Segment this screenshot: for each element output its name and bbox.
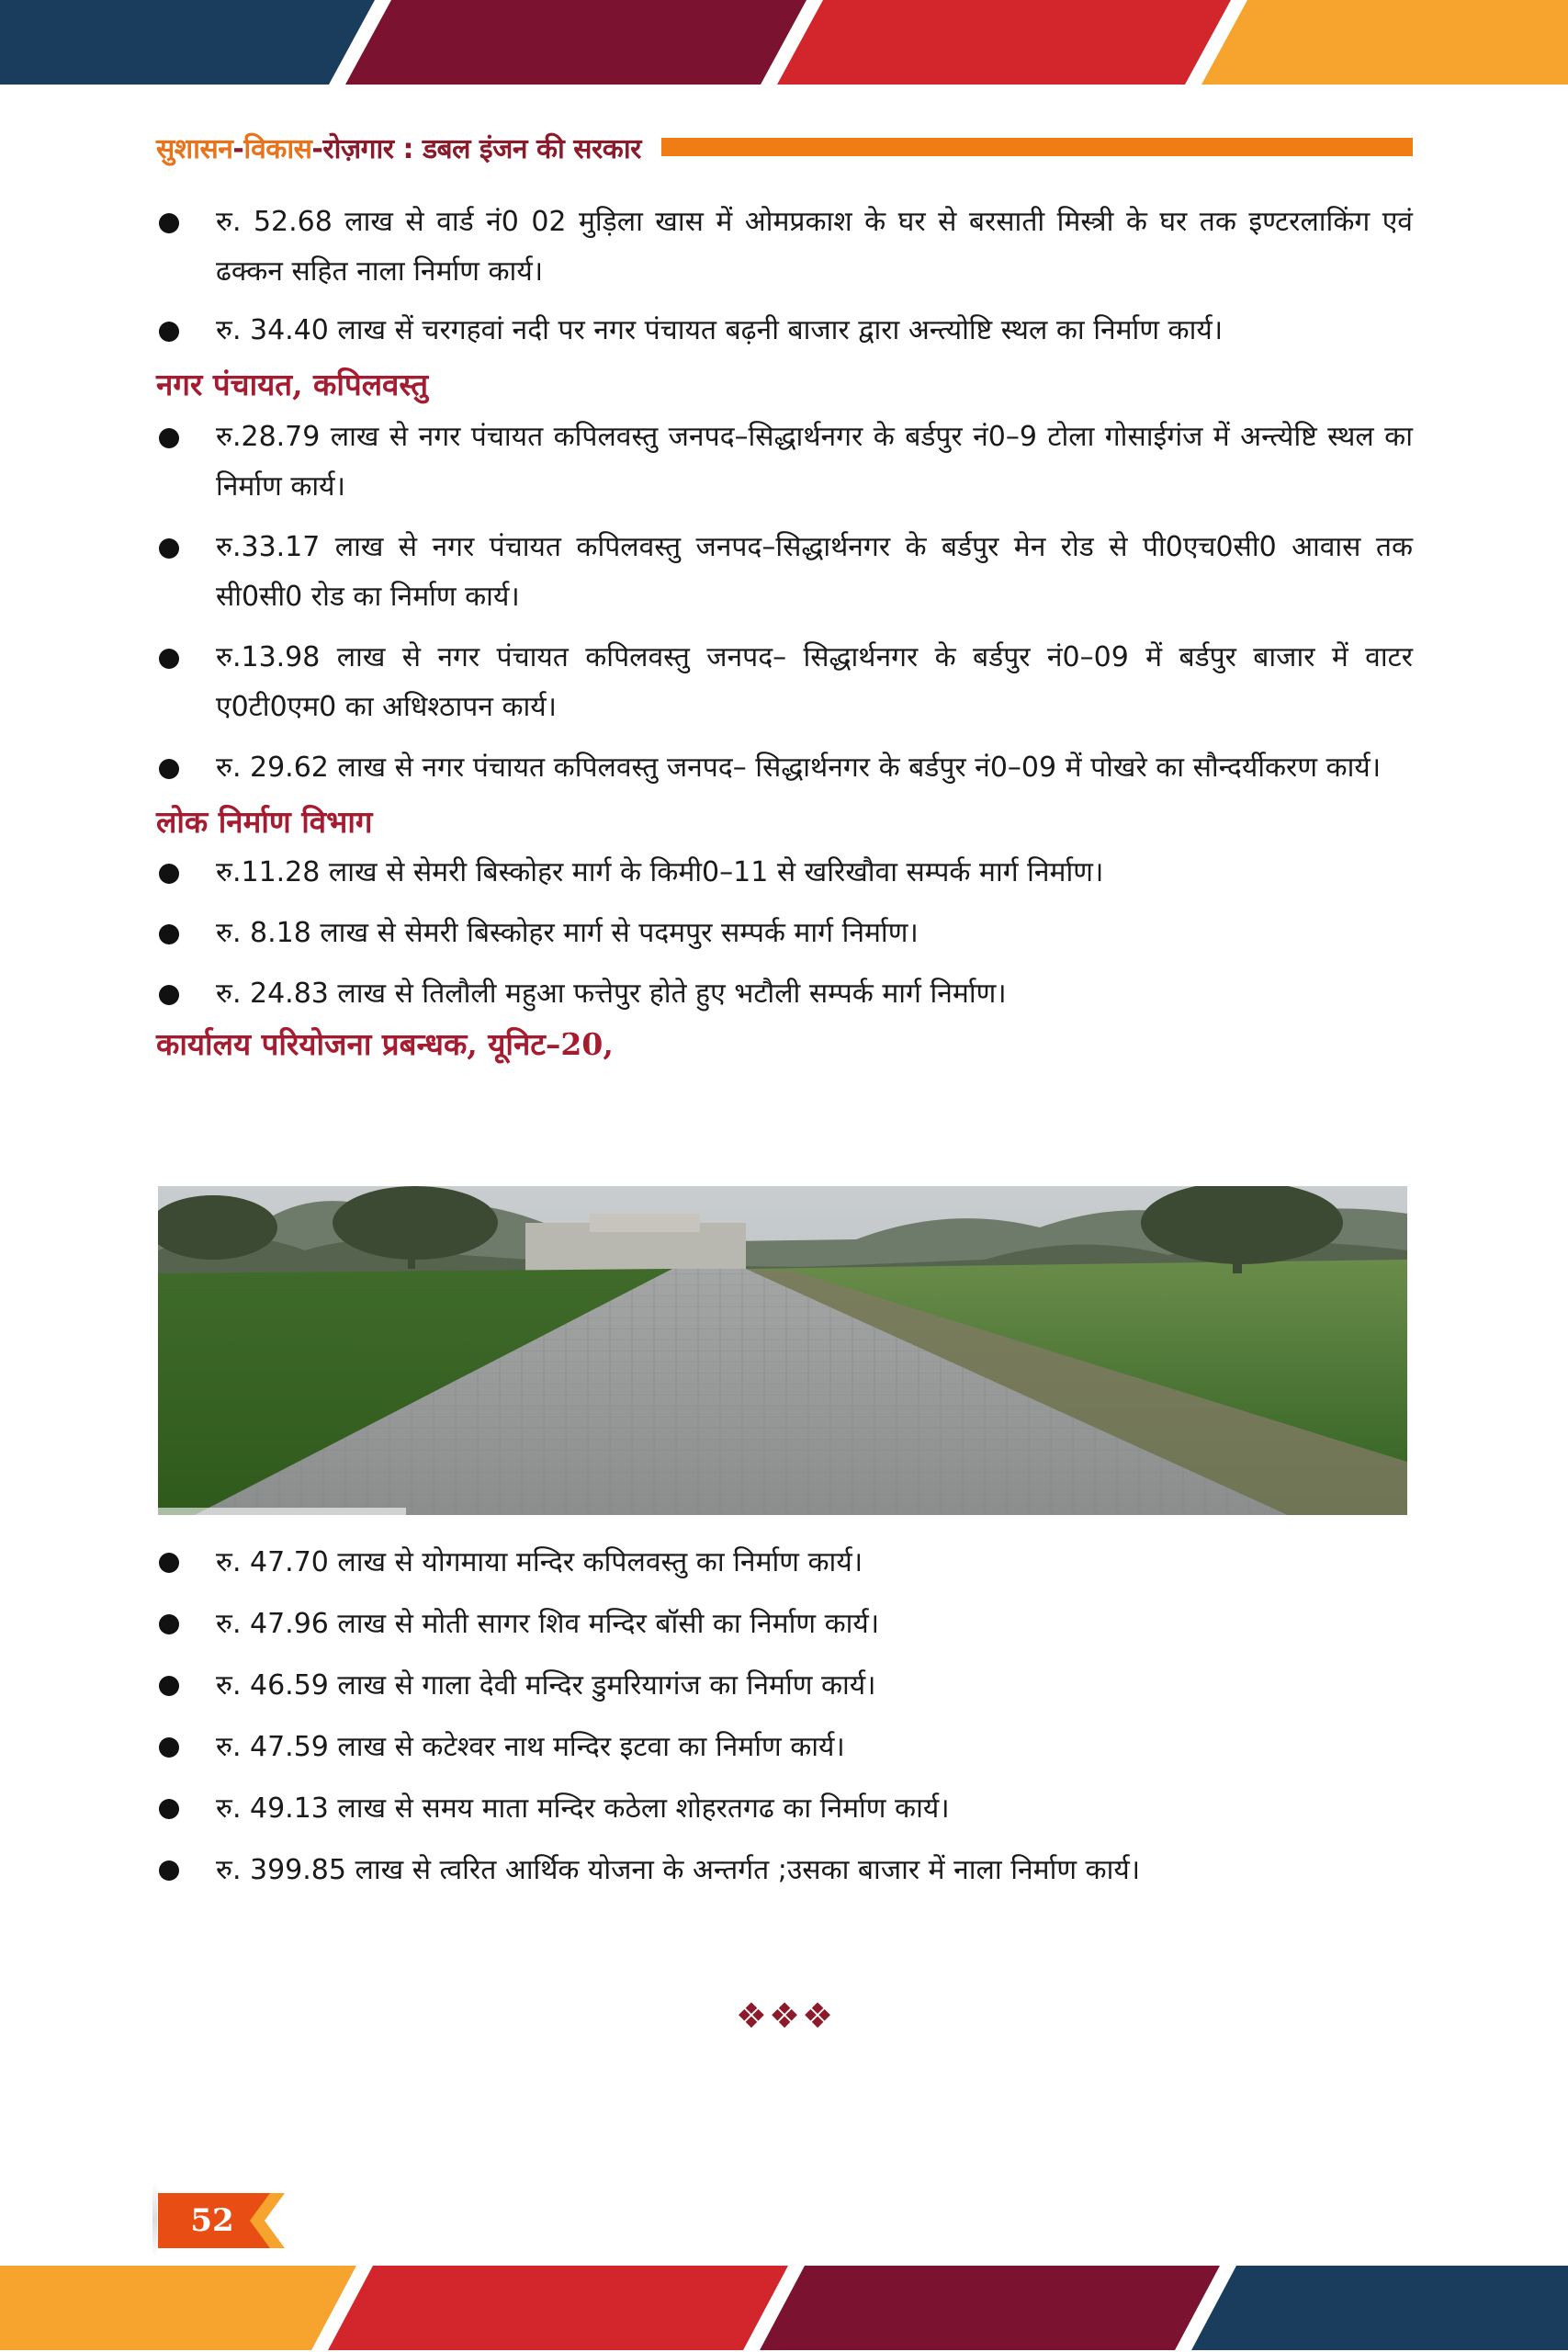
- bullet-icon: [159, 1799, 179, 1819]
- list-item-text: रु. 47.59 लाख से कटेश्वर नाथ मन्दिर इटवा का निर्माण कार्य।: [216, 1731, 845, 1763]
- list-item: [156, 969, 1413, 1019]
- list-item: [156, 848, 1413, 898]
- bullet-icon: [159, 649, 179, 669]
- kapilvastu-list: [156, 413, 1413, 793]
- list-item-text: रु.13.98 लाख से नगर पंचायत कपिलवस्तु जनपद– सिद्धार्थनगर के बर्डपुर नं0–09 में बर्डपुर बाजार में वाटर ए0टी0एम0 का अधिश्ठापन कार्य।: [216, 641, 1413, 723]
- running-header: [156, 127, 1413, 167]
- list-item: [156, 413, 1413, 512]
- list-item: [156, 1845, 1413, 1896]
- list-item-text: रु.33.17 लाख से नगर पंचायत कपिलवस्तु जनपद–सिद्धार्थनगर के बर्डपुर मेन रोड से पी0एच0सी0 आवास तक सी0सी0 रोड का निर्माण कार्य।: [216, 531, 1413, 613]
- list-item: [156, 1537, 1413, 1589]
- list-item: [156, 198, 1413, 297]
- list-item-text: रु.11.28 लाख से सेमरी बिस्कोहर मार्ग के किमी0–11 से खरिखौवा सम्पर्क मार्ग निर्माण।: [216, 856, 1104, 888]
- section-heading-pwd: लोक निर्माण विभाग: [156, 804, 373, 840]
- list-item: [156, 1660, 1413, 1712]
- list-item-text: रु. 47.70 लाख से योगमाया मन्दिर कपिलवस्तु का निर्माण कार्य।: [216, 1546, 863, 1578]
- list-item: [156, 523, 1413, 622]
- list-item-text: रु. 29.62 लाख से नगर पंचायत कपिलवस्तु जनपद– सिद्धार्थनगर के बर्डपुर नं0–09 में पोखरे का सौन्दर्यीकरण कार्य।: [216, 752, 1382, 784]
- page-number-tab: [158, 2193, 285, 2248]
- header-part-1: सुशासन: [156, 132, 233, 165]
- bullet-icon: [159, 1860, 179, 1881]
- pwd-list: [156, 848, 1413, 1019]
- list-item-text: रु. 46.59 लाख से गाला देवी मन्दिर डुमरियागंज का निर्माण कार्य।: [216, 1669, 876, 1702]
- section-heading-unit20: कार्यालय परियोजना प्रबन्धक, यूनिट–20,: [156, 1026, 614, 1062]
- bullet-icon: [159, 1737, 179, 1758]
- list-item-text: रु. 47.96 लाख से मोती सागर शिव मन्दिर बॉसी का निर्माण कार्य।: [216, 1608, 880, 1640]
- bullet-icon: [159, 985, 179, 1005]
- page-number-shadow: [152, 2182, 157, 2257]
- bullet-icon: [159, 1553, 179, 1573]
- bullet-icon: [159, 924, 179, 944]
- road-photo: [158, 1186, 1407, 1515]
- ornament-divider: ❖❖❖: [735, 1996, 836, 2036]
- bottom-decorative-band: [0, 2266, 1568, 2350]
- top-decorative-band: [0, 0, 1568, 85]
- list-item: [156, 1783, 1413, 1835]
- list-item-text: रु. 49.13 लाख से समय माता मन्दिर कठेला शोहरतगढ का निर्माण कार्य।: [216, 1792, 950, 1825]
- page-number: 52: [190, 2202, 234, 2239]
- list-item-text: रु.28.79 लाख से नगर पंचायत कपिलवस्तु जनपद–सिद्धार्थनगर के बर्डपुर नं0–9 टोला गोसाईगंज में अन्त्येष्टि स्थल का निर्माण कार्य।: [216, 421, 1413, 503]
- list-item-text: रु. 24.83 लाख से तिलौली महुआ फत्तेपुर होते हुए भटौली सम्पर्क मार्ग निर्माण।: [216, 978, 1007, 1010]
- unit20-list: [156, 1537, 1413, 1896]
- bullet-icon: [159, 864, 179, 884]
- bullet-icon: [159, 428, 179, 448]
- header-dash-1: -: [232, 132, 244, 165]
- list-item: [156, 306, 1413, 356]
- unit20-content: [156, 1537, 1413, 1906]
- list-item-text: रु. 399.85 लाख से त्वरित आर्थिक योजना के अन्तर्गत ;उसका बाजार में नाला निर्माण कार्य।: [216, 1854, 1141, 1886]
- bullet-icon: [159, 1676, 179, 1696]
- running-header-title: [156, 129, 641, 166]
- list-item: [156, 743, 1413, 793]
- header-dash-2: -: [311, 132, 323, 165]
- list-item-text: रु. 52.68 लाख से वार्ड नं0 02 मुड़िला खास में ओमप्रकाश के घर से बरसाती मिस्त्री के घर तक इण्टरलाकिंग एवं ढक्कन सहित नाला निर्माण कार्य।: [216, 206, 1413, 288]
- header-part-2: विकास: [243, 132, 312, 165]
- list-item: [156, 909, 1413, 958]
- main-content: [156, 198, 1413, 1065]
- intro-list: [156, 198, 1413, 356]
- bullet-icon: [159, 759, 179, 779]
- list-item: [156, 1722, 1413, 1773]
- bullet-icon: [159, 322, 179, 342]
- bullet-icon: [159, 1614, 179, 1634]
- list-item-text: रु. 8.18 लाख से सेमरी बिस्कोहर मार्ग से पदमपुर सम्पर्क मार्ग निर्माण।: [216, 917, 919, 949]
- header-part-3: रोज़गार : डबल इंजन की सरकार: [322, 132, 641, 165]
- bullet-icon: [159, 213, 179, 233]
- bullet-icon: [159, 538, 179, 559]
- list-item-text: रु. 34.40 लाख सें चरगहवां नदी पर नगर पंचायत बढ़नी बाजार द्वारा अन्त्योष्टि स्थल का निर्माण कार्य।: [216, 314, 1224, 346]
- list-item: [156, 633, 1413, 732]
- section-heading-kapilvastu: नगर पंचायत, कपिलवस्तु: [156, 367, 429, 402]
- list-item: [156, 1599, 1413, 1650]
- header-rule: [661, 138, 1413, 156]
